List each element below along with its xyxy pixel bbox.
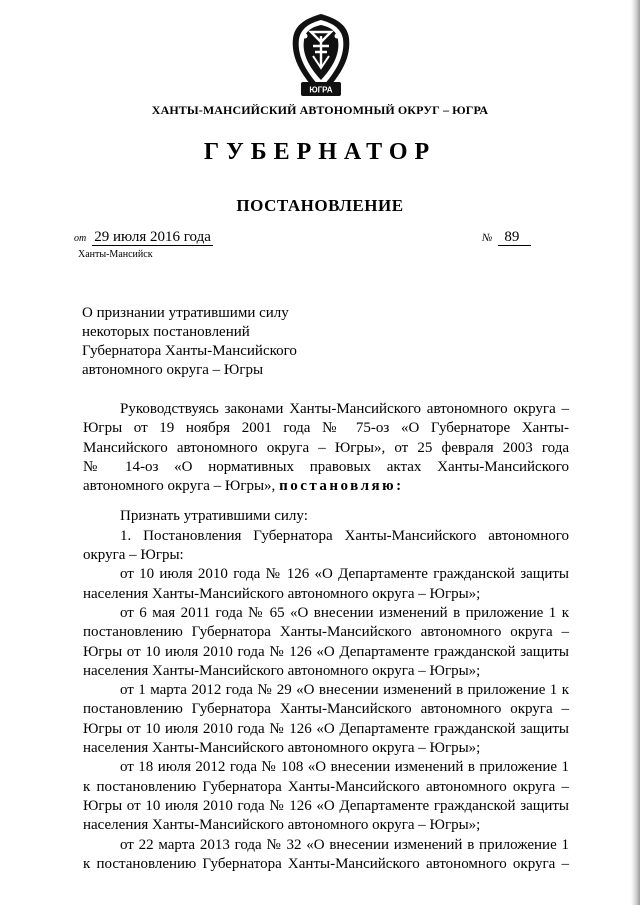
coat-of-arms-emblem	[283, 12, 359, 100]
item-line: от 1 марта 2012 года № 29 «О внесении изменений в приложение 1 к	[120, 682, 569, 699]
decree-date	[74, 229, 213, 246]
clause-line: округа – Югры:	[83, 547, 184, 564]
decree-subject	[82, 304, 382, 380]
item-line: от 6 мая 2011 года № 65 «О внесении изменений в приложение 1 к	[120, 604, 569, 621]
subject-line: некоторых постановлений	[82, 324, 250, 340]
item-line: населения Ханты-Мансийского автономного округа – Югры»;	[83, 662, 481, 679]
item-line: к постановлению Губернатора Ханты-Мансийского автономного округа –	[83, 855, 569, 872]
preamble-line: Руководствуясь законами Ханты-Мансийского автономного округа –	[120, 401, 569, 417]
item-line: Югры от 10 июля 2010 года № 126 «О Департаменте гражданской защиты	[83, 720, 569, 737]
item-line: к постановлению Губернатора Ханты-Мансийского автономного округа –	[83, 778, 569, 795]
item-line: населения Ханты-Мансийского автономного округа – Югры»;	[83, 585, 481, 602]
subject-line: автономного округа – Югры	[82, 362, 264, 378]
date-value: 29 июля 2016 года	[94, 229, 211, 245]
decree-body	[83, 400, 569, 874]
item-line: Югры от 10 июля 2010 года № 126 «О Департаменте гражданской защиты	[83, 643, 569, 660]
subject-line: О признании утратившими силу	[82, 305, 289, 321]
decree-number	[482, 229, 531, 246]
document-type-heading: ПОСТАНОВЛЕНИЕ	[236, 196, 404, 215]
preamble-tail: автономного округа – Югры»,	[83, 478, 276, 495]
subject-line: Губернатора Ханты-Мансийского	[82, 343, 297, 359]
intro-line: Признать утратившими силу:	[120, 508, 308, 525]
item-line: постановлению Губернатора Ханты-Мансийского автономного округа –	[83, 624, 569, 641]
preamble-line: № 14-оз «О нормативных правовых актах Ханты-Мансийского	[83, 458, 569, 475]
item-line: Югры от 10 июля 2010 года № 126 «О Департаменте гражданской защиты	[83, 797, 569, 814]
item-line: населения Ханты-Мансийского автономного округа – Югры»;	[83, 817, 481, 834]
preamble-line: Югры от 19 ноября 2001 года № 75-оз «О Губернаторе Ханты-	[83, 420, 569, 437]
item-line: населения Ханты-Мансийского автономного округа – Югры»;	[83, 740, 481, 757]
preamble-last-line	[83, 477, 569, 496]
item-line: постановлению Губернатора Ханты-Мансийского автономного округа –	[83, 701, 569, 718]
clause-line: 1. Постановления Губернатора Ханты-Мансийского автономного	[120, 527, 569, 544]
date-prefix: от	[74, 233, 87, 244]
authority-heading: ГУБЕРНАТОР	[203, 139, 437, 165]
item-line: от 18 июля 2012 года № 108 «О внесении изменений в приложение 1	[120, 759, 569, 776]
region-heading: ХАНТЫ-МАНСИЙСКИЙ АВТОНОМНЫЙ ОКРУГ – ЮГРА	[151, 103, 489, 117]
emblem-caption: ЮГРА	[309, 85, 333, 95]
item-line: от 22 марта 2013 года № 32 «О внесении изменений в приложение 1	[120, 836, 569, 853]
preamble-line: Мансийского автономного округа – Югры», от 25 февраля 2003 года	[83, 439, 569, 456]
number-value: 89	[498, 229, 531, 246]
resolve-word: постановляю:	[279, 478, 404, 495]
scan-edge-shadow	[631, 0, 640, 905]
item-line: от 10 июля 2010 года № 126 «О Департаменте гражданской защиты	[120, 566, 569, 583]
issuing-city: Ханты-Мансийск	[78, 249, 153, 260]
number-prefix: №	[482, 232, 493, 244]
